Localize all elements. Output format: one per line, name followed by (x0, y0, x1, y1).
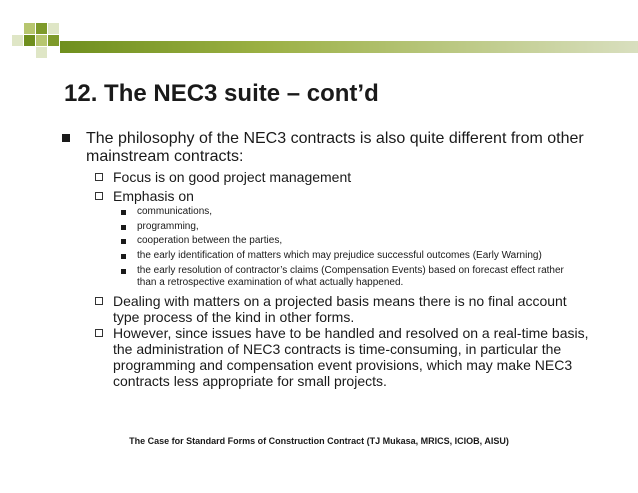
hollow-square-bullet-icon (95, 329, 103, 337)
header-bar (60, 41, 638, 53)
sub-point: Focus is on good project management (113, 169, 352, 185)
deco-square (12, 35, 23, 46)
hollow-square-bullet-icon (95, 173, 103, 181)
sub-point: However, since issues have to be handled and resolved on a real-time basis, the administration of NEC3 contracts is time-consuming, in particular the programming and compensation event provisions, which may make NEC3 contracts less appropriate for small projects. (113, 325, 589, 389)
deco-square (36, 47, 47, 58)
header-decoration (0, 0, 638, 60)
hollow-square-bullet-icon (95, 297, 103, 305)
slide-footer: The Case for Standard Forms of Construction Contract (TJ Mukasa, MRICS, ICIOB, AISU) (129, 436, 509, 446)
deco-square (36, 23, 47, 34)
square-bullet-icon (62, 134, 70, 142)
emphasis-item: communications, (137, 206, 213, 217)
emphasis-item: the early resolution of contractor’s claims (Compensation Events) based on forecast effect rather than a retrospective examination of what actually happened. (137, 265, 564, 288)
deco-square (36, 35, 47, 46)
emphasis-item: cooperation between the parties, (137, 235, 283, 246)
small-square-bullet-icon (121, 269, 126, 274)
deco-square (24, 23, 35, 34)
small-square-bullet-icon (121, 239, 126, 244)
small-square-bullet-icon (121, 225, 126, 230)
emphasis-item: programming, (137, 221, 199, 232)
deco-square (48, 23, 59, 34)
small-square-bullet-icon (121, 210, 126, 215)
sub-point: Dealing with matters on a projected basis means there is no final account type process of the kind in other forms. (113, 293, 567, 325)
deco-square (48, 35, 59, 46)
emphasis-item: the early identification of matters which may prejudice successful outcomes (Early Warning) (137, 250, 542, 261)
slide-title: 12. The NEC3 suite – cont’d (64, 80, 379, 107)
small-square-bullet-icon (121, 254, 126, 259)
sub-point: Emphasis on (113, 188, 194, 204)
main-point: The philosophy of the NEC3 contracts is also quite different from other mainstream contracts: (86, 130, 584, 165)
hollow-square-bullet-icon (95, 192, 103, 200)
deco-square (24, 35, 35, 46)
